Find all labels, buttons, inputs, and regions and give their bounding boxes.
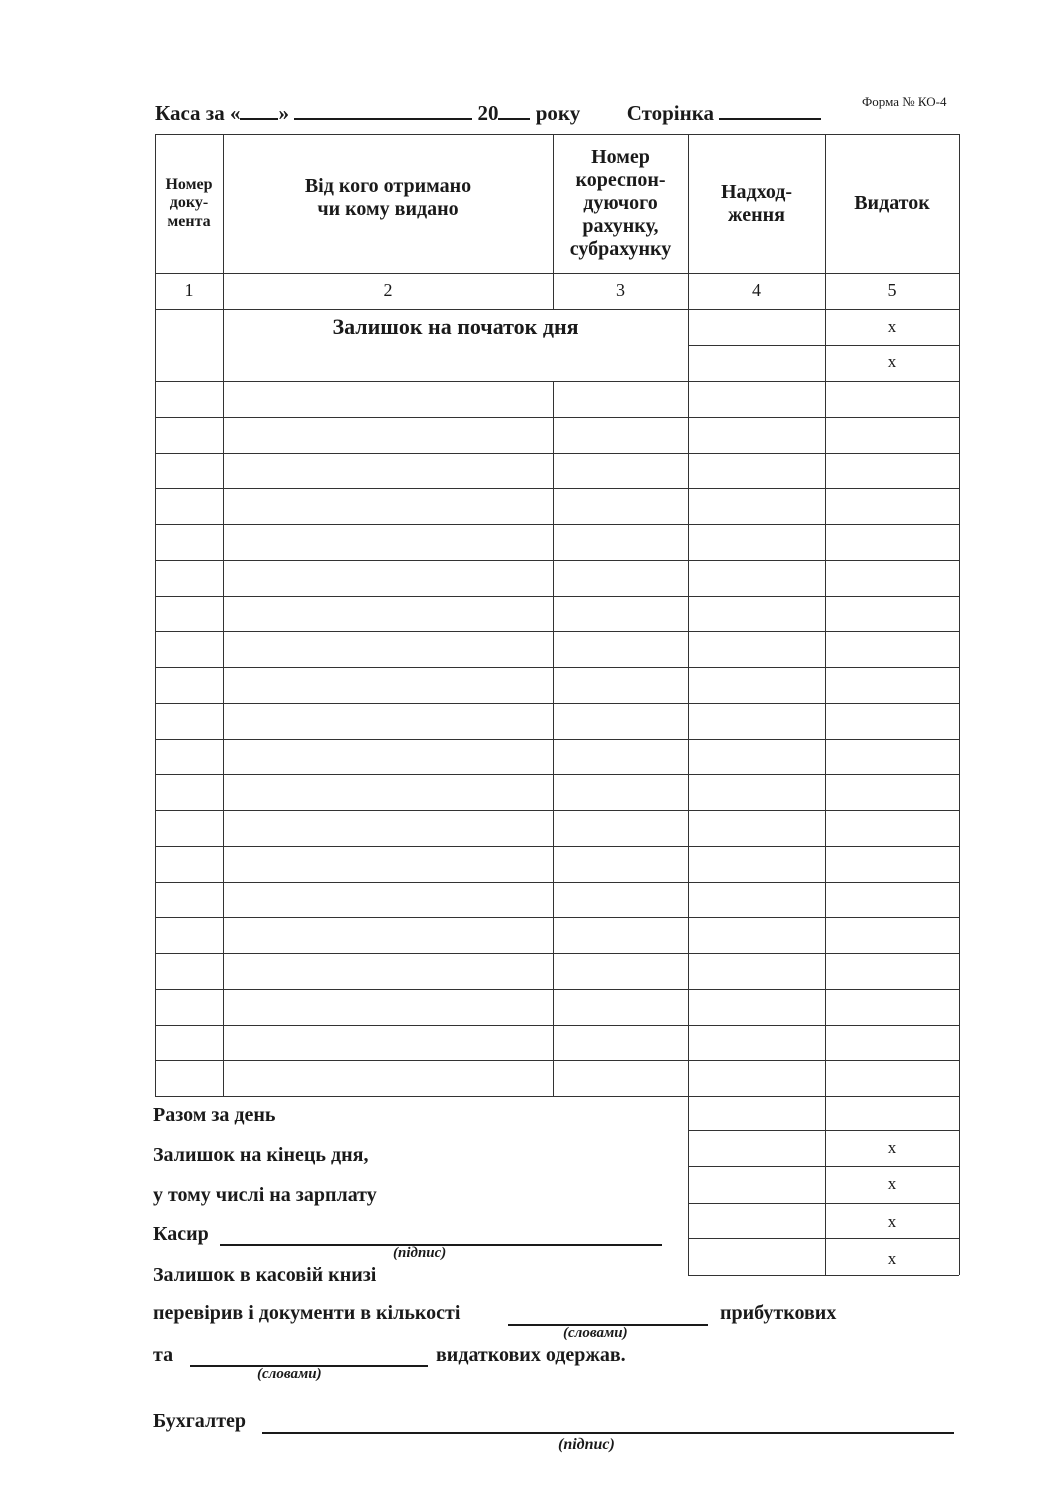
closing-balance-label: Залишок на кінець дня, bbox=[153, 1144, 369, 1166]
table-hline bbox=[155, 739, 959, 740]
table-hline bbox=[155, 989, 959, 990]
table-hline bbox=[155, 134, 959, 135]
table-vline bbox=[825, 1096, 826, 1275]
accountant-signature-line[interactable] bbox=[262, 1432, 954, 1434]
year-field[interactable] bbox=[498, 100, 530, 120]
table-hline bbox=[155, 917, 959, 918]
col-header-income: Надход- ження bbox=[720, 180, 793, 226]
table-hline bbox=[155, 882, 959, 883]
table-hline bbox=[155, 810, 959, 811]
table-vline bbox=[959, 1096, 960, 1275]
table-hline bbox=[155, 953, 959, 954]
x-mark: х bbox=[887, 1174, 897, 1193]
kasa-prefix: Каса за « bbox=[155, 101, 241, 125]
table-hline bbox=[155, 524, 959, 525]
table-hline bbox=[155, 1025, 959, 1026]
table-hline bbox=[155, 273, 959, 274]
col-num-4: 4 bbox=[752, 280, 761, 300]
table-hline bbox=[155, 309, 959, 310]
cash-date-line bbox=[155, 100, 821, 126]
table-hline bbox=[688, 1238, 959, 1239]
table-hline bbox=[155, 703, 959, 704]
table-hline bbox=[155, 560, 959, 561]
table-vline bbox=[959, 134, 960, 1096]
incoming-label: прибуткових bbox=[720, 1302, 837, 1324]
and-label: та bbox=[153, 1344, 174, 1366]
table-hline bbox=[688, 345, 959, 346]
col-header-expense: Видаток bbox=[854, 192, 930, 214]
day-field[interactable] bbox=[240, 100, 278, 120]
col-header-doc-number: Номер доку- мента bbox=[165, 175, 213, 230]
kasa-close: » bbox=[278, 101, 289, 125]
table-vline bbox=[155, 134, 156, 1096]
form-number: Форма № КО-4 bbox=[862, 94, 947, 109]
page-field[interactable] bbox=[719, 100, 821, 120]
year-suffix: року bbox=[535, 101, 581, 125]
table-hline bbox=[155, 1096, 959, 1097]
table-vline bbox=[688, 1096, 689, 1275]
table-hline bbox=[155, 631, 959, 632]
signature-hint: (підпис) bbox=[558, 1436, 615, 1453]
table-hline bbox=[688, 1166, 959, 1167]
col-num-3: 3 bbox=[616, 280, 625, 300]
table-hline bbox=[688, 1275, 959, 1276]
table-hline bbox=[155, 596, 959, 597]
day-total-label: Разом за день bbox=[153, 1104, 276, 1126]
x-mark: х bbox=[887, 1138, 897, 1157]
table-vline bbox=[553, 134, 554, 309]
book-balance-label: Залишок в касовій книзі bbox=[153, 1264, 377, 1286]
x-mark: х bbox=[887, 1212, 897, 1231]
signature-hint: (підпис) bbox=[393, 1245, 447, 1261]
table-vline bbox=[553, 381, 554, 1096]
col-header-corr-account: Номер кореспон- дуючого рахунку, субрахунку bbox=[569, 146, 672, 260]
table-hline bbox=[155, 417, 959, 418]
table-hline bbox=[155, 381, 959, 382]
col-num-1: 1 bbox=[184, 280, 194, 300]
table-hline bbox=[155, 453, 959, 454]
table-hline bbox=[688, 1130, 959, 1131]
table-vline bbox=[688, 134, 689, 1096]
opening-balance-label: Залишок на початок дня bbox=[332, 314, 579, 339]
col-header-counterparty: Від кого отримано чи кому видано bbox=[304, 174, 472, 220]
incl-salary-label: у тому числі на зарплату bbox=[153, 1184, 377, 1206]
cashier-label: Касир bbox=[153, 1223, 209, 1245]
in-words-hint: (словами) bbox=[257, 1366, 322, 1382]
table-hline bbox=[688, 1203, 959, 1204]
month-field[interactable] bbox=[294, 100, 472, 120]
outgoing-label: видаткових одержав. bbox=[436, 1344, 626, 1366]
col-num-5: 5 bbox=[887, 280, 897, 300]
year-prefix: 20 bbox=[477, 101, 499, 125]
table-hline bbox=[155, 774, 959, 775]
in-words-hint: (словами) bbox=[563, 1325, 628, 1341]
x-mark: х bbox=[887, 317, 897, 336]
accountant-label: Бухгалтер bbox=[153, 1410, 247, 1432]
table-vline bbox=[223, 134, 224, 1096]
table-hline bbox=[155, 846, 959, 847]
col-num-2: 2 bbox=[383, 280, 393, 300]
x-mark: х bbox=[887, 352, 897, 371]
table-hline bbox=[155, 667, 959, 668]
page-label: Сторінка bbox=[626, 101, 715, 125]
table-vline bbox=[825, 134, 826, 1096]
table-hline bbox=[155, 488, 959, 489]
table-hline bbox=[155, 1060, 959, 1061]
x-mark: х bbox=[887, 1249, 897, 1268]
checked-docs-label: перевірив і документи в кількості bbox=[153, 1302, 461, 1324]
